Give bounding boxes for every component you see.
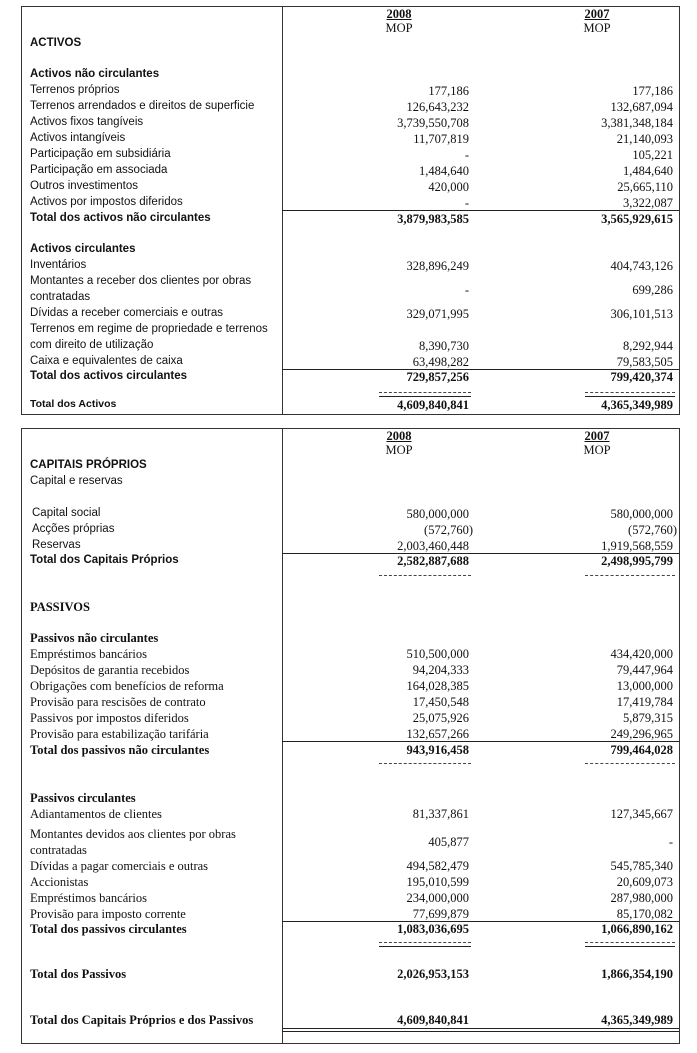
dashed-rule [585,575,675,576]
subtotal-rule [282,741,679,742]
value-2007: 79,447,964 [616,663,673,677]
table-row [22,275,679,291]
total-2007: 1,866,354,190 [601,967,673,981]
table-row [22,523,679,539]
total-2007: 4,365,349,989 [601,1013,673,1027]
row-label: Montantes a receber dos clientes por obras [30,275,252,287]
row-label: Activos fixos tangíveis [30,116,144,128]
value-2008: 3,739,550,708 [397,116,469,130]
year-header-2007: 2007 [584,7,610,21]
year-header-2008: 2008 [386,429,412,443]
value-2008: 420,000 [428,180,469,194]
value-2007: 21,140,093 [616,132,673,146]
section-title-liabilities: PASSIVOS [30,600,90,614]
row-label: Participação em associada [30,164,168,176]
table-row [22,283,679,307]
year-header-2008: 2008 [386,7,412,21]
equity-liabilities-statement [21,428,680,1044]
row-label: Activos intangíveis [30,132,126,144]
value-2008: 17,450,548 [412,695,469,709]
total-2007: 1,066,890,162 [601,922,673,936]
row-label: Montantes devidos aos clientes por obras [30,827,236,841]
table-row [22,875,679,891]
table-row [22,132,679,148]
table-row [22,84,679,100]
total-label: Total dos Passivos [30,967,127,981]
table-row [22,507,679,523]
double-rule [379,942,471,947]
section-title-assets: ACTIVOS [30,37,82,49]
subsection-title: Capital e reservas [30,475,123,487]
value-2007: 177,186 [632,84,673,98]
table-row [22,323,679,339]
total-2008: 943,916,458 [406,743,469,757]
row-label: Provisão para imposto corrente [30,907,186,921]
value-2008: 510,500,000 [406,647,469,661]
table-row [22,116,679,132]
value-2008: 1,484,640 [419,164,469,178]
table-row [22,835,679,859]
grand-total-row [22,398,679,414]
row-label: Terrenos arrendados e direitos de superficie [30,100,255,112]
total-2008: 4,609,840,841 [397,1013,469,1027]
value-2008: 8,390,730 [419,339,469,353]
total-2007: 4,365,349,989 [601,398,673,412]
value-2007: 17,419,784 [616,695,673,709]
currency-header-2007: MOP [583,443,611,457]
total-2007: 2,498,995,799 [601,554,673,568]
value-2008: 405,877 [428,835,469,849]
total-2007: 799,464,028 [610,743,673,757]
row-label: Outros investimentos [30,180,139,192]
value-2007: 20,609,073 [616,875,673,889]
dashed-rule [585,763,675,764]
row-label: Accionistas [30,875,89,889]
subsection-title: Passivos circulantes [30,791,136,805]
row-label: Capital social [32,507,101,519]
table-row [22,663,679,679]
value-2008: - [464,148,469,162]
total-2008: 729,857,256 [406,370,469,384]
total-2008: 4,609,840,841 [397,398,469,412]
value-2007: - [668,835,673,849]
row-label: Empréstimos bancários [30,891,147,905]
value-2008: - [464,196,469,210]
row-label: Provisão para rescisões de contrato [30,695,206,709]
total-label: Total dos passivos não circulantes [30,743,210,757]
value-2007: 545,785,340 [610,859,673,873]
value-2007: 3,381,348,184 [601,116,673,130]
double-rule [585,942,675,947]
value-2008: 328,896,249 [406,259,469,273]
row-label: Dívidas a receber comerciais e outras [30,307,224,319]
value-2008: 132,657,266 [406,727,469,741]
value-2007: 249,296,965 [610,727,673,741]
table-row [22,180,679,196]
value-2008: 63,498,282 [412,355,469,369]
total-2007: 3,565,929,615 [601,212,673,226]
value-2008: 494,582,479 [406,859,469,873]
value-2007: (572,760) [628,523,677,537]
subtotal-rule [282,210,679,211]
value-2008: 25,075,926 [412,711,469,725]
value-2007: 699,286 [632,283,673,297]
total-label: Total dos Capitais Próprios [30,554,179,566]
row-label: Caixa e equivalentes de caixa [30,355,183,367]
total-label: Total dos activos circulantes [30,370,188,382]
value-2008: (572,760) [424,523,473,537]
row-label-continued: contratadas [30,843,87,857]
row-label-continued: contratadas [30,291,91,303]
table-row [22,164,679,180]
currency-header-2008: MOP [385,21,413,35]
row-label: Inventários [30,259,87,271]
value-2008: 234,000,000 [406,891,469,905]
row-label: Acções próprias [32,523,115,535]
value-2007: 1,484,640 [623,164,673,178]
section-title-equity: CAPITAIS PRÓPRIOS [30,459,147,471]
double-rule [282,1028,679,1032]
table-row [22,859,679,875]
total-row [22,370,679,386]
total-2008: 1,083,036,695 [397,922,469,936]
value-2007: 79,583,505 [616,355,673,369]
value-2007: 434,420,000 [610,647,673,661]
subsection-title: Activos não circulantes [30,68,160,80]
year-header-2007: 2007 [584,429,610,443]
table-row [22,148,679,164]
table-row [22,100,679,116]
currency-header-2007: MOP [583,21,611,35]
value-2008: 164,028,385 [406,679,469,693]
subsection-title: Passivos não circulantes [30,631,159,645]
currency-header-2008: MOP [385,443,413,457]
value-2008: 94,204,333 [412,663,469,677]
row-label: Activos por impostos diferidos [30,196,183,208]
dashed-rule [379,575,471,576]
row-label: Empréstimos bancários [30,647,147,661]
row-label: Terrenos próprios [30,84,120,96]
total-row [22,212,679,228]
value-2007: 5,879,315 [623,711,673,725]
total-label: Total dos activos não circulantes [30,212,211,224]
value-2007: 105,221 [632,148,673,162]
grand-total-row [22,1013,679,1029]
table-row [22,711,679,727]
total-label: Total dos Activos [30,398,117,410]
table-row [22,695,679,711]
total-row [22,967,679,983]
total-2007: 799,420,374 [610,370,673,384]
value-2007: 306,101,513 [610,307,673,321]
table-row [22,891,679,907]
value-2007: 404,743,126 [610,259,673,273]
row-label: Obrigações com benefícios de reforma [30,679,224,693]
value-2007: 127,345,667 [610,807,673,821]
table-row [22,259,679,275]
value-2008: 11,707,819 [413,132,469,146]
value-2008: 126,643,232 [406,100,469,114]
total-2008: 2,026,953,153 [397,967,469,981]
dashed-rule [379,763,471,764]
value-2007: 132,687,094 [610,100,673,114]
value-2008: 195,010,599 [406,875,469,889]
table-row [22,827,679,843]
total-2008: 2,582,887,688 [397,554,469,568]
row-label: Terrenos em regime de propriedade e terrenos [30,323,268,335]
table-row [22,307,679,323]
value-2007: 287,980,000 [610,891,673,905]
value-2008: 2,003,460,448 [397,539,469,553]
double-rule [585,392,675,397]
row-label-continued: com direito de utilização [30,339,154,351]
total-row [22,554,679,570]
total-row [22,922,679,938]
row-label: Participação em subsidiária [30,148,171,160]
value-2008: 81,337,861 [412,807,469,821]
subsection-title: Activos circulantes [30,243,136,255]
value-2007: 1,919,568,559 [601,539,673,553]
row-label: Passivos por impostos diferidos [30,711,189,725]
row-label: Depósitos de garantia recebidos [30,663,190,677]
value-2007: 13,000,000 [616,679,673,693]
row-label: Provisão para estabilização tarifária [30,727,209,741]
table-row [22,807,679,823]
table-row [22,679,679,695]
row-label: Dívidas a pagar comerciais e outras [30,859,209,873]
table-row [22,339,679,355]
row-label: Adiantamentos de clientes [30,807,162,821]
value-2007: 25,665,110 [617,180,673,194]
value-2007: 85,170,082 [616,907,673,921]
assets-statement [21,6,680,415]
value-2008: 580,000,000 [406,507,469,521]
value-2008: 77,699,879 [412,907,469,921]
table-row [22,647,679,663]
total-row [22,743,679,759]
value-2008: 177,186 [428,84,469,98]
value-2007: 3,322,087 [623,196,673,210]
value-2008: 329,071,995 [406,307,469,321]
row-label: Reservas [32,539,81,551]
total-label: Total dos Capitais Próprios e dos Passivos [30,1013,254,1027]
value-2008: - [464,283,469,297]
total-2008: 3,879,983,585 [397,212,469,226]
value-2007: 8,292,944 [623,339,673,353]
total-label: Total dos passivos circulantes [30,922,187,936]
value-2007: 580,000,000 [610,507,673,521]
double-rule [379,392,471,397]
